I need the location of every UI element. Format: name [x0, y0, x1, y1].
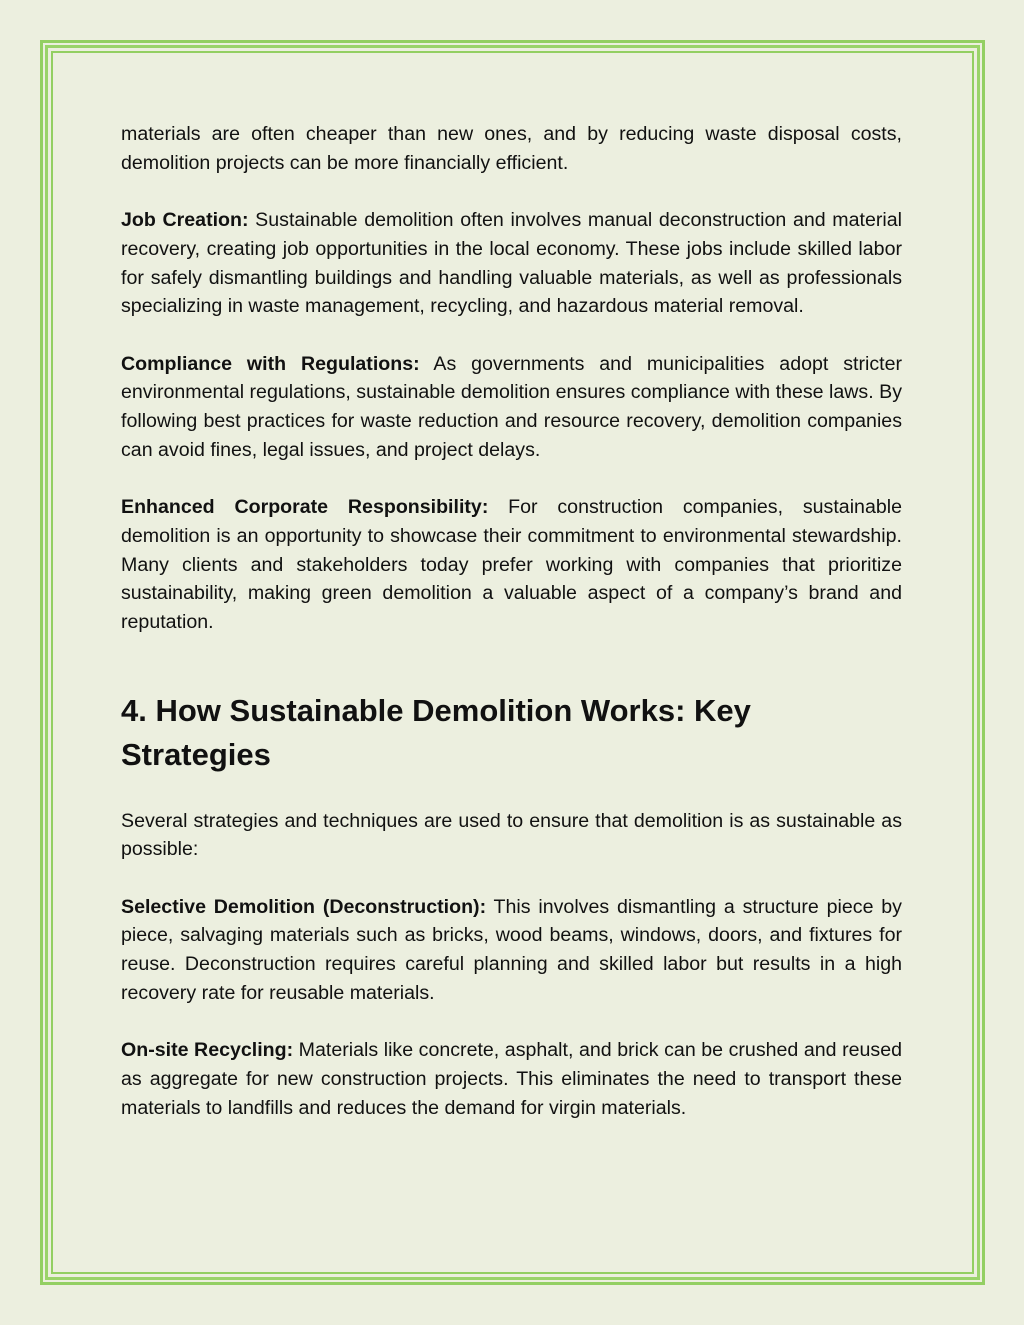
document-body [121, 120, 902, 1151]
strategy-text: This involves dismantling a structure piece by piece, salvaging materials such as bricks, wood beams, windows, doors, and fixtures for reuse. Deconstruction requires careful planning and skilled labor but results in a high recovery rate for reusable materials. [121, 895, 902, 1004]
section-intro [121, 807, 902, 864]
benefit-compliance [121, 350, 902, 465]
benefit-job-creation [121, 206, 902, 321]
strategy-onsite-recycling [121, 1036, 902, 1122]
strategy-text: Materials like concrete, asphalt, and brick can be crushed and reused as aggregate for new construction projects. This eliminates the need to transport these materials to landfills and reduces the demand for virgin materials. [121, 1039, 902, 1119]
intro-paragraph [121, 120, 902, 177]
intro-text: materials are often cheaper than new ones, and by reducing waste disposal costs, demolition projects can be more financially efficient. [121, 123, 902, 174]
section-heading: 4. How Sustainable Demolition Works: Key Strategies [121, 692, 751, 772]
section-intro-text: Several strategies and techniques are used to ensure that demolition is as sustainable as possible: [121, 809, 902, 861]
benefit-corporate-responsibility [121, 493, 902, 637]
strategy-label: Selective Demolition (Deconstruction): [121, 895, 487, 918]
benefit-text: As governments and municipalities adopt stricter environmental regulations, sustainable demolition ensures compliance with these laws. By following best practices for waste reduction and resource recovery, demolition companies can avoid fines, legal issues, and project delays. [121, 352, 902, 461]
benefit-label: Compliance with Regulations: [121, 352, 420, 375]
benefit-text: For construction companies, sustainable demolition is an opportunity to showcase their commitment to environmental stewardship. Many clients and stakeholders today prefer working with companies that prioritize sustainability, making green demolition a valuable aspect of a company’s brand and reputation. [121, 496, 902, 633]
strategy-label: On-site Recycling: [121, 1039, 294, 1062]
benefit-text: Sustainable demolition often involves manual deconstruction and material recovery, creating job opportunities in the local economy. These jobs include skilled labor for safely dismantling buildings and handling valuable materials, as well as professionals specializing in waste management, recycling, and hazardous material removal. [121, 209, 902, 318]
strategy-selective-demolition [121, 893, 902, 1008]
benefit-label: Enhanced Corporate Responsibility: [121, 496, 489, 519]
benefit-label: Job Creation: [121, 209, 249, 232]
